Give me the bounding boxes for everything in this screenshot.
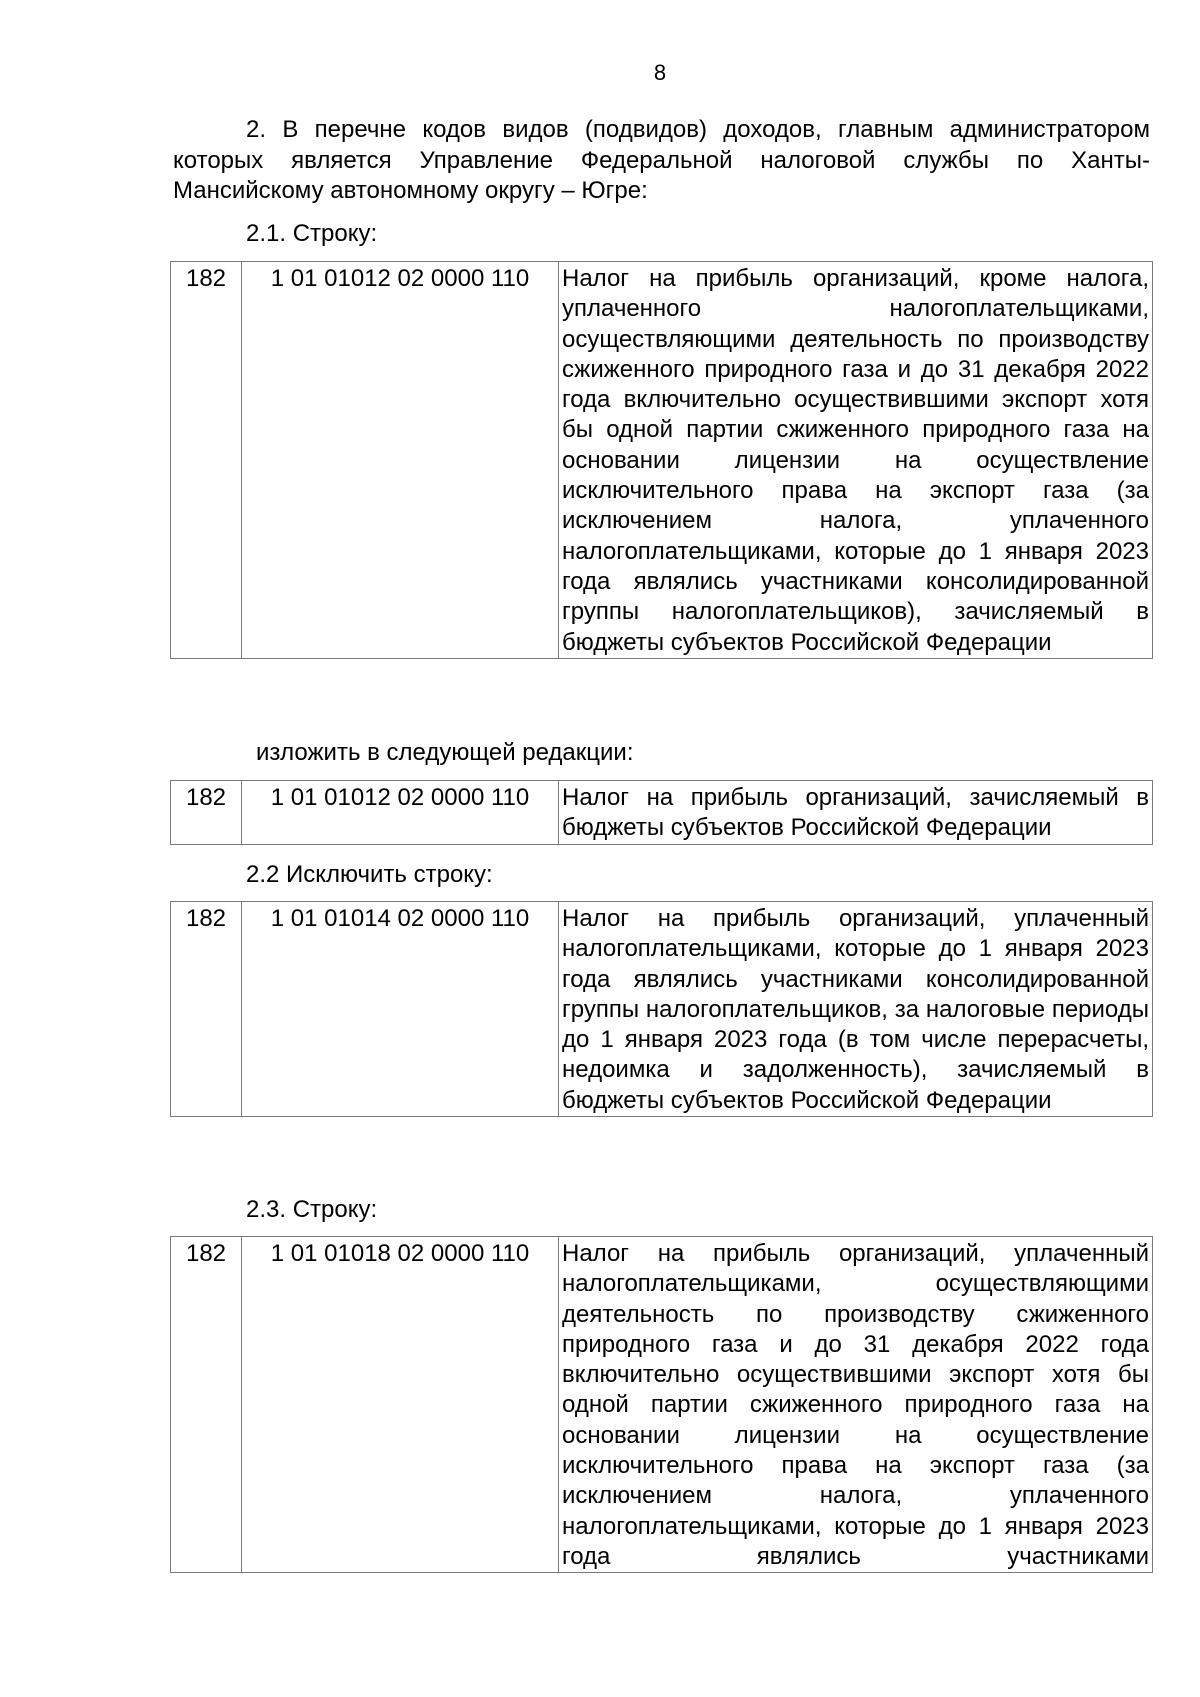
admin-code-cell: 182 [171, 262, 242, 659]
section-label-2-1: 2.1. Строку: [246, 220, 378, 247]
section-label-replacement: изложить в следующей редакции: [256, 739, 634, 766]
admin-code-cell: 182 [171, 1237, 242, 1573]
table-row [171, 262, 1153, 659]
revenue-code-cell: 1 01 01012 02 0000 110 [242, 262, 559, 659]
table-row [171, 781, 1153, 845]
revenue-code-cell: 1 01 01018 02 0000 110 [242, 1237, 559, 1573]
revenue-name-cell: Налог на прибыль организаций, зачисляемый в бюджеты субъектов Российской Федерации [559, 781, 1153, 845]
admin-code-cell: 182 [171, 902, 242, 1117]
revenue-code-table-original [170, 261, 1153, 659]
table-row [171, 902, 1153, 1117]
section-label-2-2: 2.2 Исключить строку: [246, 861, 493, 888]
revenue-name-cell: Налог на прибыль организаций, уплаченный налогоплательщиками, которые до 1 января 2023 года являлись участниками консолидированной группы налогоплательщиков, за налоговые периоды до 1 января 2023 года (в том числе перерасчеты, недоимка и задолженность), зачисляемый в бюджеты субъектов Российской Федерации [559, 902, 1153, 1117]
intro-paragraph: 2. В перечне кодов видов (подвидов) доходов, главным администратором которых является Управление Федеральной налоговой службы по Ханты-Мансийскому автономному округу – Югре: [173, 116, 1150, 204]
revenue-code-table-excluded [170, 901, 1153, 1117]
revenue-code-cell: 1 01 01012 02 0000 110 [242, 781, 559, 845]
page-number: 8 [653, 60, 667, 85]
revenue-code-table-new [170, 780, 1153, 845]
section-label-2-3: 2.3. Строку: [246, 1196, 378, 1223]
admin-code-cell: 182 [171, 781, 242, 845]
revenue-name-cell: Налог на прибыль организаций, кроме налога, уплаченного налогоплательщиками, осуществляющими деятельность по производству сжиженного природного газа и до 31 декабря 2022 года включительно осуществившими экспорт хотя бы одной партии сжиженного природного газа на основании лицензии на осуществление исключительного права на экспорт газа (за исключением налога, уплаченного налогоплательщиками, которые до 1 января 2023 года являлись участниками консолидированной группы налогоплательщиков), зачисляемый в бюджеты субъектов Российской Федерации [559, 262, 1153, 659]
revenue-code-table-2-3 [170, 1236, 1153, 1573]
revenue-name-cell: Налог на прибыль организаций, уплаченный налогоплательщиками, осуществляющими деятельность по производству сжиженного природного газа и до 31 декабря 2022 года включительно осуществившими экспорт хотя бы одной партии сжиженного природного газа на основании лицензии на осуществление исключительного права на экспорт газа (за исключением налога, уплаченного налогоплательщиками, которые до 1 января 2023 года являлись участниками [559, 1237, 1153, 1573]
table-row [171, 1237, 1153, 1573]
revenue-code-cell: 1 01 01014 02 0000 110 [242, 902, 559, 1117]
